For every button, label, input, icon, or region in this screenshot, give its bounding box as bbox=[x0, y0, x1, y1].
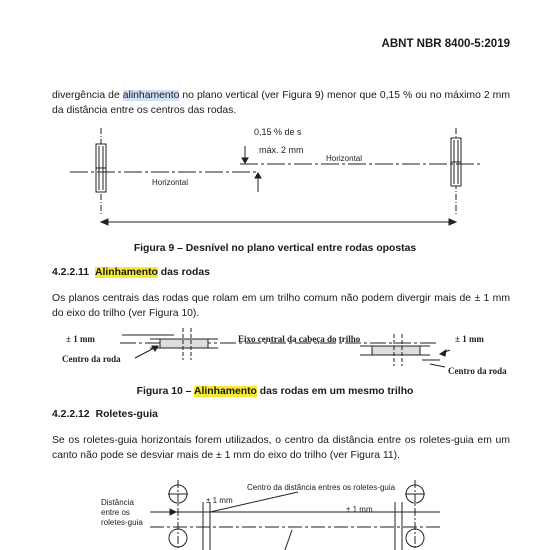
section-number: 4.2.2.12 bbox=[52, 409, 90, 420]
paragraph-text: no plano vertical (ver Figura 9) menor que 0,15 % ou no máximo 2 mm da distância entre os centros das rodas. bbox=[52, 90, 510, 116]
standard-header: ABNT NBR 8400-5:2019 bbox=[381, 38, 510, 50]
figure-9-label-max: máx. 2 mm bbox=[259, 145, 304, 155]
paragraph-guide-rollers: Se os roletes-guia horizontais forem utilizados, o centro da distância entre os roletes-guia em um canto não pode se desviar mais de ± 1 mm do eixo do trilho (ver Figura 11). bbox=[52, 435, 510, 461]
section-title: Roletes-guia bbox=[95, 409, 158, 420]
caption-highlight: Alinhamento bbox=[193, 386, 257, 397]
section-title-highlight: Alinhamento bbox=[94, 267, 158, 278]
caption-text: Figura 10 – bbox=[136, 386, 194, 397]
section-heading-4-2-2-11 bbox=[52, 267, 210, 278]
figure-11-label-distance-line-3: roletes-guia bbox=[101, 518, 143, 527]
section-title: das rodas bbox=[157, 267, 210, 278]
figure-10-label-wheel-center-left: Centro da roda bbox=[62, 354, 121, 364]
figure-11-label-tolerance-2: ± 1 mm bbox=[346, 505, 373, 514]
figure-9-caption: Figura 9 – Desnível no plano vertical entre rodas opostas bbox=[133, 243, 417, 254]
figure-10-caption bbox=[0, 386, 550, 397]
figure-9-label-horizontal-left: Horizontal bbox=[152, 178, 189, 187]
figure-10-diagram bbox=[0, 320, 550, 382]
figure-10-label-wheel-center-right: Centro da roda bbox=[448, 366, 507, 376]
figure-9-label-horizontal-right: Horizontal bbox=[326, 154, 363, 163]
guide-roller-right bbox=[405, 480, 425, 550]
figure-11-diagram bbox=[0, 472, 550, 550]
left-wheel bbox=[96, 128, 106, 214]
figure-11-label-tolerance-1: ± 1 mm bbox=[206, 496, 233, 505]
selected-word-highlight[interactable]: alinhamento bbox=[122, 90, 180, 101]
right-wheel bbox=[451, 128, 461, 214]
paragraph-wheel-alignment: Os planos centrais das rodas que rolam em um trilho comum não podem divergir mais de ± 1 mm do eixo do trilho (ver Figura 10). bbox=[52, 293, 510, 319]
left-rail-wheel bbox=[150, 328, 218, 360]
figure-9-label-percent: 0,15 % de s bbox=[254, 127, 302, 137]
paragraph-divergence bbox=[52, 88, 510, 118]
figure-11-dimension-lines bbox=[150, 492, 440, 550]
caption-text: das rodas em um mesmo trilho bbox=[256, 386, 414, 397]
figure-10-label-tolerance-right: ± 1 mm bbox=[455, 334, 484, 344]
figure-11-label-distance-line-1: Distância bbox=[101, 498, 134, 507]
figure-9-diagram bbox=[0, 118, 550, 236]
figure-11-label-center: Centro da distância entres os roletes-guia bbox=[247, 483, 396, 492]
wheel-distance-dimension bbox=[101, 219, 456, 225]
paragraph-text: divergência de bbox=[52, 90, 123, 101]
figure-11-label-distance-line-2: entre os bbox=[101, 508, 130, 517]
right-rail-wheel bbox=[360, 334, 430, 366]
section-heading-4-2-2-12 bbox=[52, 409, 158, 420]
section-number: 4.2.2.11 bbox=[52, 267, 89, 278]
figure-10-label-rail-axis: Eixo central da cabeça do trilho bbox=[238, 334, 361, 344]
figure-10-label-tolerance-left: ± 1 mm bbox=[66, 334, 95, 344]
